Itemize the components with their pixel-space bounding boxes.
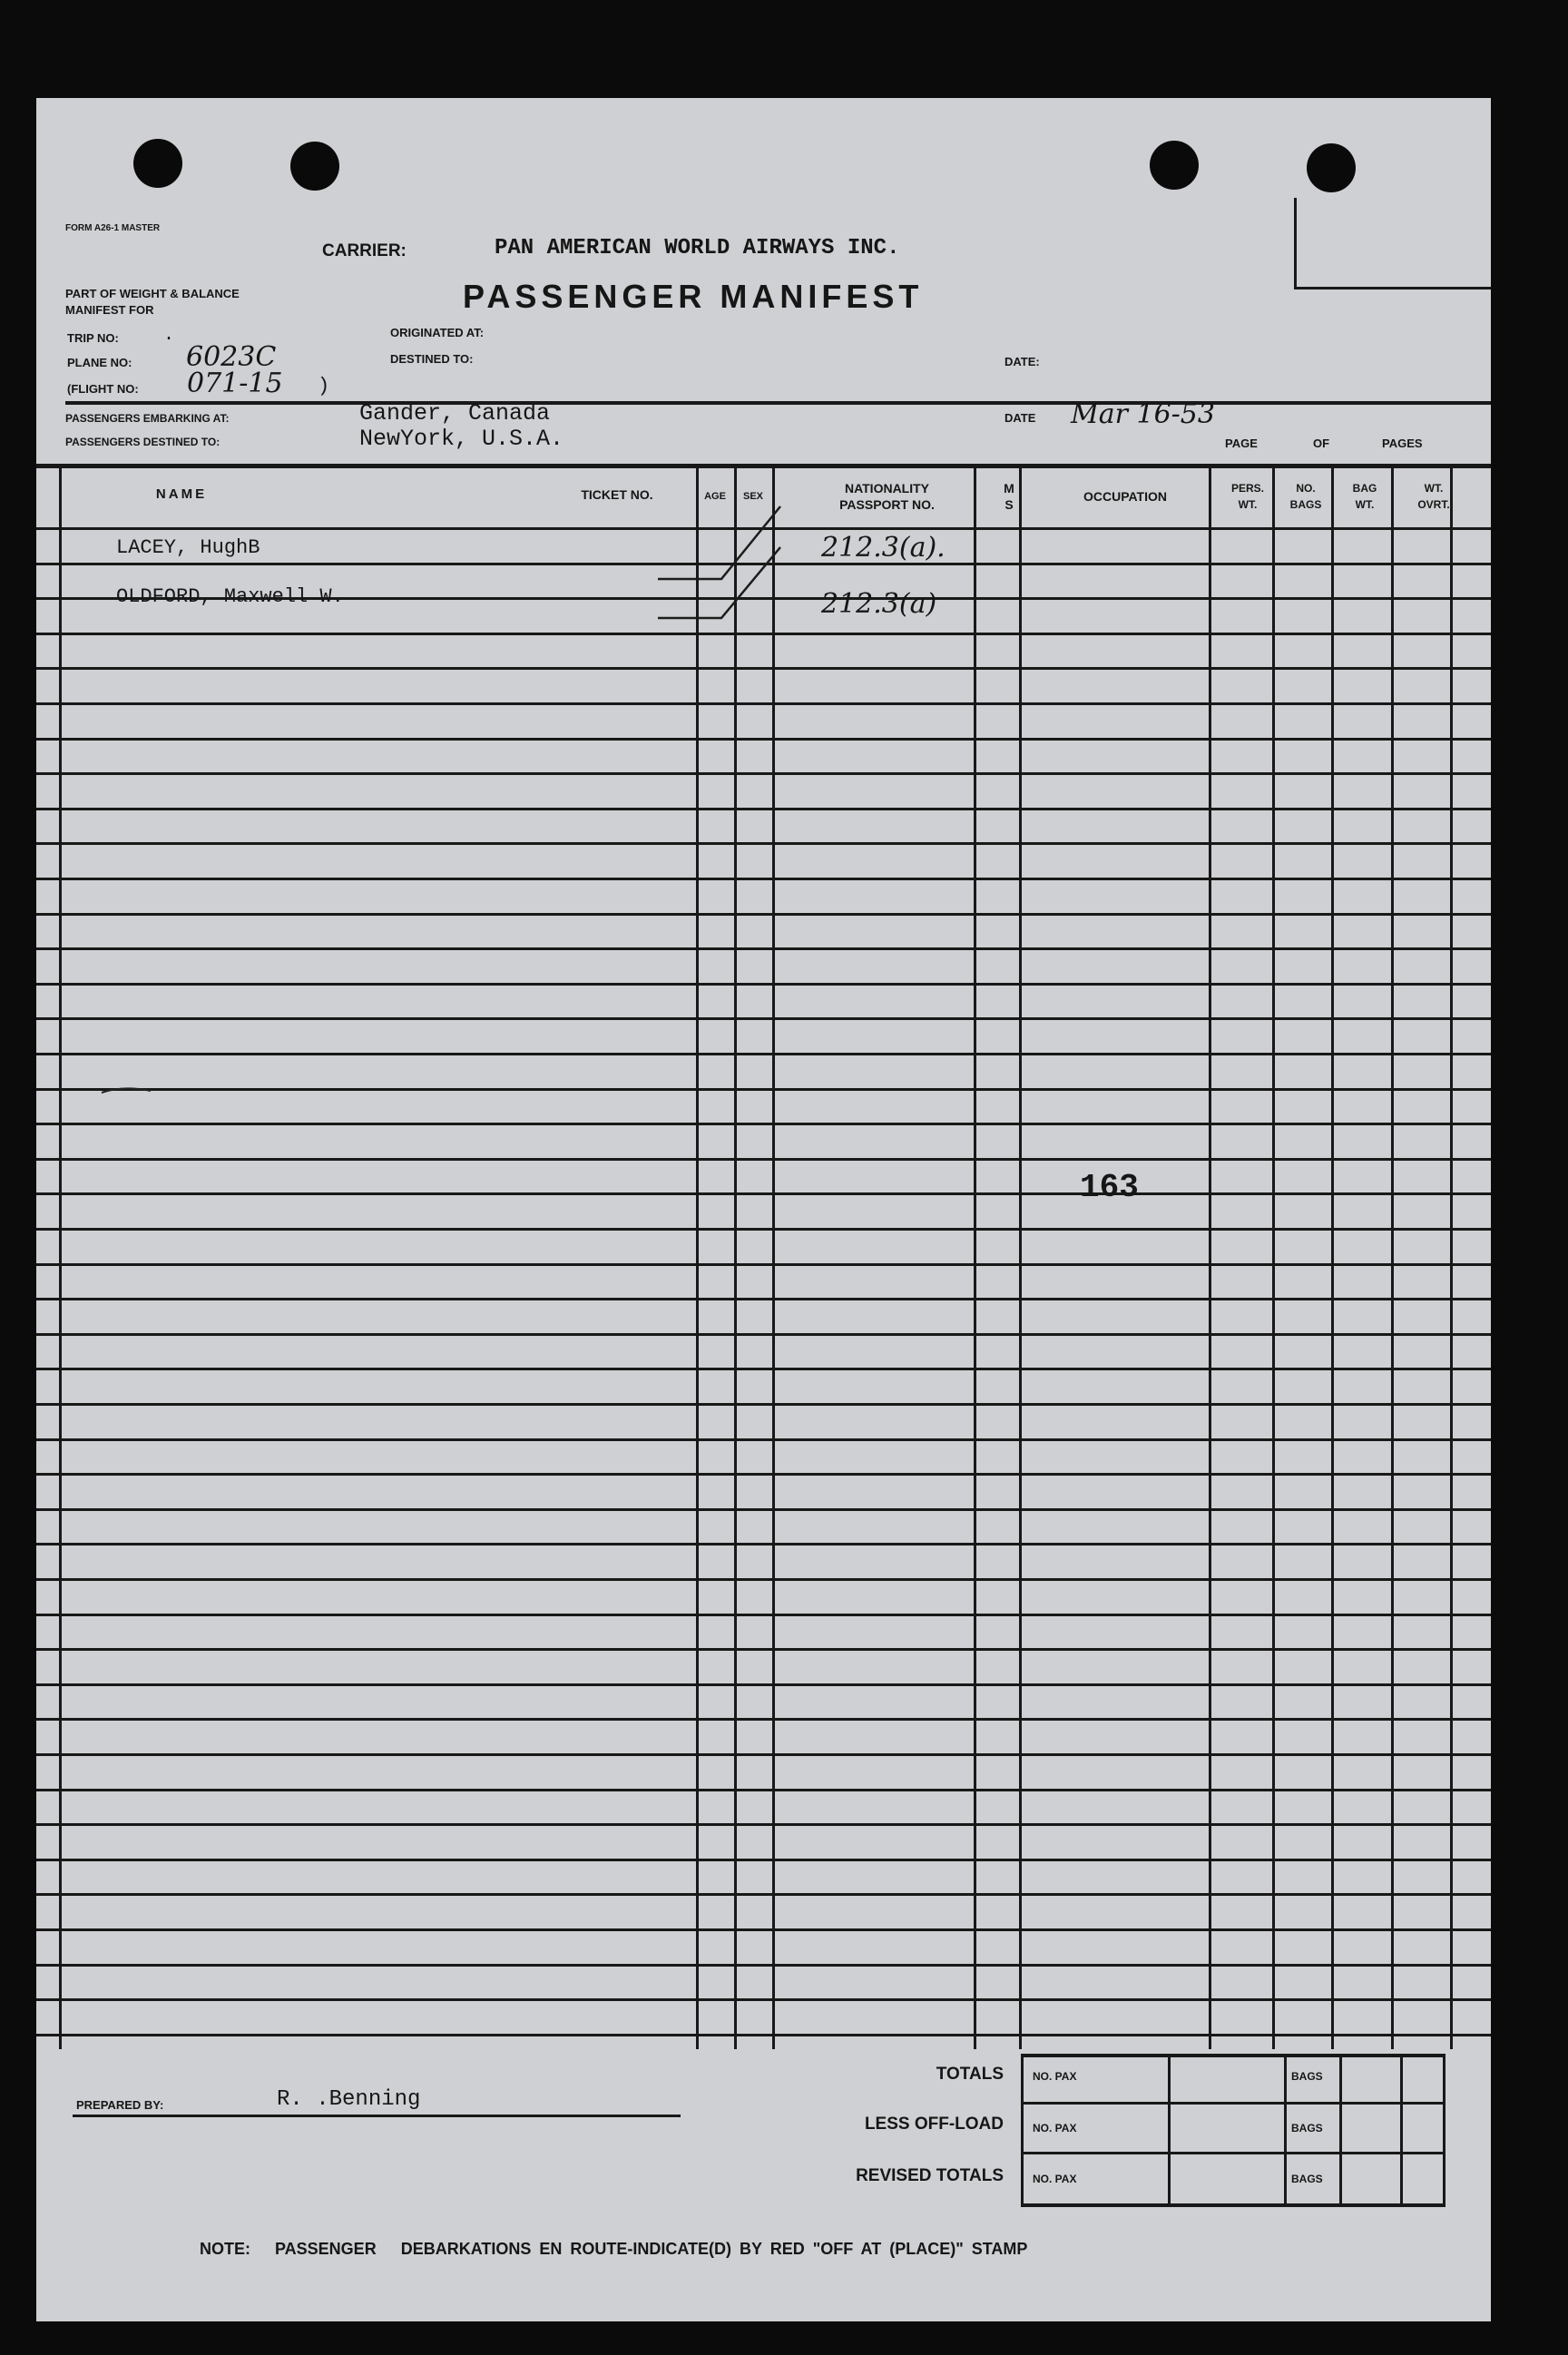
column-header-bag-wt-line1: BAG (1352, 482, 1377, 495)
column-header-pers-wt-line2: WT. (1238, 498, 1258, 511)
table-column-rule (1272, 468, 1275, 2049)
column-header-overweight-line2: OVRT. (1417, 498, 1450, 511)
stamp-number: 163 (1080, 1169, 1139, 1206)
table-column-rule (1209, 468, 1211, 2049)
date-value: Mar 16-53 (1071, 398, 1215, 430)
column-header-name: NAME (155, 486, 208, 502)
flight-no-value: 071-15 (187, 368, 283, 399)
column-header-nationality-line1: NATIONALITY (844, 481, 930, 496)
flight-no-label: (FLIGHT NO: (67, 382, 139, 396)
plane-no-label: PLANE NO: (67, 356, 132, 369)
totals-box-col (1400, 2054, 1403, 2207)
offload-no-pax: NO. PAX (1033, 2122, 1077, 2134)
carrier-name: PAN AMERICAN WORLD AIRWAYS INC. (495, 236, 900, 260)
totals-label: TOTALS (936, 2065, 1004, 2084)
column-header-age: AGE (704, 491, 726, 502)
column-header-overweight (1397, 480, 1470, 513)
pages-label: PAGES (1382, 437, 1423, 450)
originated-label: ORIGINATED AT: (390, 326, 485, 339)
column-header-no-bags (1279, 480, 1333, 513)
punch-hole (290, 142, 339, 191)
page-title: PASSENGER MANIFEST (463, 278, 924, 315)
destined-pax-value: NewYork, U.S.A. (359, 426, 564, 452)
destined-label: DESTINED TO: (390, 352, 474, 366)
of-label: OF (1313, 437, 1330, 450)
column-header-pers-wt-line1: PERS. (1230, 482, 1264, 495)
flight-no-close: ) (318, 375, 330, 397)
passenger-nationality: 212.3(a) (821, 588, 937, 620)
revised-bags: BAGS (1291, 2173, 1323, 2185)
checkmark-icon (653, 502, 789, 624)
column-header-pers-wt (1220, 480, 1275, 513)
embarking-value: Gander, Canada (359, 400, 551, 427)
table-column-rule (696, 468, 699, 2049)
totals-bags: BAGS (1291, 2070, 1323, 2083)
carrier-label: CARRIER: (322, 241, 407, 260)
destined-pax-label: PASSENGERS DESTINED TO: (65, 436, 220, 448)
manifest-for-label: MANIFEST FOR (65, 303, 154, 317)
corner-box-vertical (1294, 198, 1297, 289)
prepared-by-value: R. .Benning (277, 2087, 421, 2112)
column-header-nationality (789, 480, 985, 513)
revised-totals-label: REVISED TOTALS (856, 2166, 1004, 2185)
part-of-label: PART OF WEIGHT & BALANCE (65, 287, 240, 300)
page-label: PAGE (1225, 437, 1258, 450)
table-column-rule (1331, 468, 1334, 2049)
corner-box-horizontal (1294, 287, 1491, 289)
column-header-sex: SEX (742, 491, 763, 502)
form-number: FORM A26-1 MASTER (65, 223, 161, 233)
trip-no-label: TRIP NO: (67, 331, 119, 345)
totals-box-row (1021, 2102, 1446, 2105)
manifest-page (36, 98, 1491, 2321)
totals-box-col (1443, 2054, 1446, 2207)
date-label: DATE (1004, 411, 1036, 425)
column-header-ticket: TICKET NO. (581, 487, 653, 502)
column-header-no-bags-line1: NO. (1296, 482, 1316, 495)
offload-bags: BAGS (1291, 2122, 1323, 2134)
punch-hole (1150, 141, 1199, 190)
table-column-rule (772, 468, 775, 2049)
trip-no-value: . (163, 325, 175, 346)
embarking-label: PASSENGERS EMBARKING AT: (65, 412, 230, 425)
column-header-ms (991, 480, 1027, 513)
column-header-no-bags-line2: BAGS (1289, 498, 1322, 511)
pencil-mark (100, 1085, 154, 1096)
column-header-occupation: OCCUPATION (1083, 489, 1168, 504)
column-header-overweight-line1: WT. (1424, 482, 1444, 495)
column-header-ms-line2: S (1004, 497, 1014, 512)
prepared-by-line (73, 2115, 681, 2117)
passenger-name: OLDFORD, Maxwell W. (116, 585, 344, 608)
passenger-nationality: 212.3(a). (821, 532, 946, 564)
table-column-rule (1450, 468, 1453, 2049)
totals-no-pax: NO. PAX (1033, 2070, 1077, 2083)
passenger-name: LACEY, HughB (116, 536, 260, 559)
totals-box-col (1339, 2054, 1342, 2207)
revised-no-pax: NO. PAX (1033, 2173, 1077, 2185)
less-offload-label: LESS OFF-LOAD (864, 2115, 1004, 2134)
prepared-by-label: PREPARED BY: (76, 2098, 164, 2112)
table-column-rule (59, 468, 62, 2049)
date-label-top: DATE: (1004, 355, 1040, 368)
column-header-ms-line1: M (1004, 481, 1014, 496)
column-header-bag-wt (1336, 480, 1394, 513)
table-column-rule (734, 468, 737, 2049)
punch-hole (133, 139, 182, 188)
totals-box-bottom (1021, 2203, 1446, 2207)
totals-box-col (1168, 2054, 1171, 2207)
punch-hole (1307, 143, 1356, 192)
column-header-nationality-line2: PASSPORT NO. (839, 497, 935, 512)
plane-no-value: 6023C (186, 341, 277, 373)
totals-box-col (1021, 2054, 1024, 2207)
table-column-rule (1019, 468, 1022, 2049)
totals-box-col (1284, 2054, 1287, 2207)
totals-box-top (1021, 2054, 1446, 2057)
header-divider (65, 401, 1491, 405)
totals-box-row (1021, 2152, 1446, 2154)
footer-note: NOTE: PASSENGER DEBARKATIONS EN ROUTE-INDICATE(D) BY RED "OFF AT (PLACE)" STAMP (200, 2240, 1028, 2258)
column-header-bag-wt-line2: WT. (1355, 498, 1375, 511)
table-column-rule (1391, 468, 1394, 2049)
table-column-rule (974, 468, 976, 2049)
